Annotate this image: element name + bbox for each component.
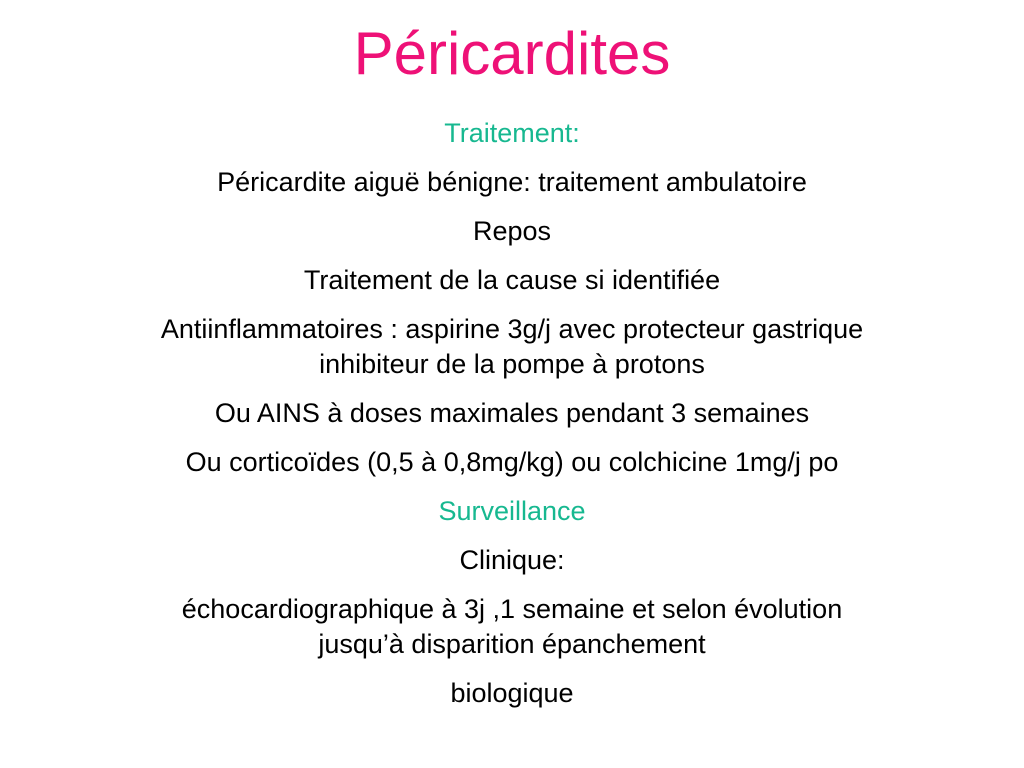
body-line-echocardiographique: échocardiographique à 3j ,1 semaine et selon évolution — [181, 594, 843, 624]
slide-title: Péricardites — [353, 20, 671, 87]
body-line-clinique: Clinique: — [459, 545, 565, 575]
traitement-heading: Traitement: — [444, 118, 580, 148]
body-line-ambulatoire: Péricardite aiguë bénigne: traitement ambulatoire — [217, 167, 807, 197]
surveillance-heading: Surveillance — [438, 496, 586, 526]
body-line-ains: Ou AINS à doses maximales pendant 3 semaines — [214, 398, 810, 428]
body-line-biologique: biologique — [450, 678, 574, 708]
body-line-disparition: jusqu’à disparition épanchement — [318, 629, 706, 659]
body-line-cause: Traitement de la cause si identifiée — [303, 265, 721, 295]
body-line-repos: Repos — [472, 216, 552, 246]
body-line-corticoides: Ou corticoïdes (0,5 à 0,8mg/kg) ou colchicine 1mg/j po — [185, 447, 839, 477]
slide-body — [40, 116, 984, 711]
body-line-inhibiteur: inhibiteur de la pompe à protons — [319, 349, 705, 379]
body-line-antiinflammatoires: Antiinflammatoires : aspirine 3g/j avec protecteur gastrique — [160, 314, 864, 344]
